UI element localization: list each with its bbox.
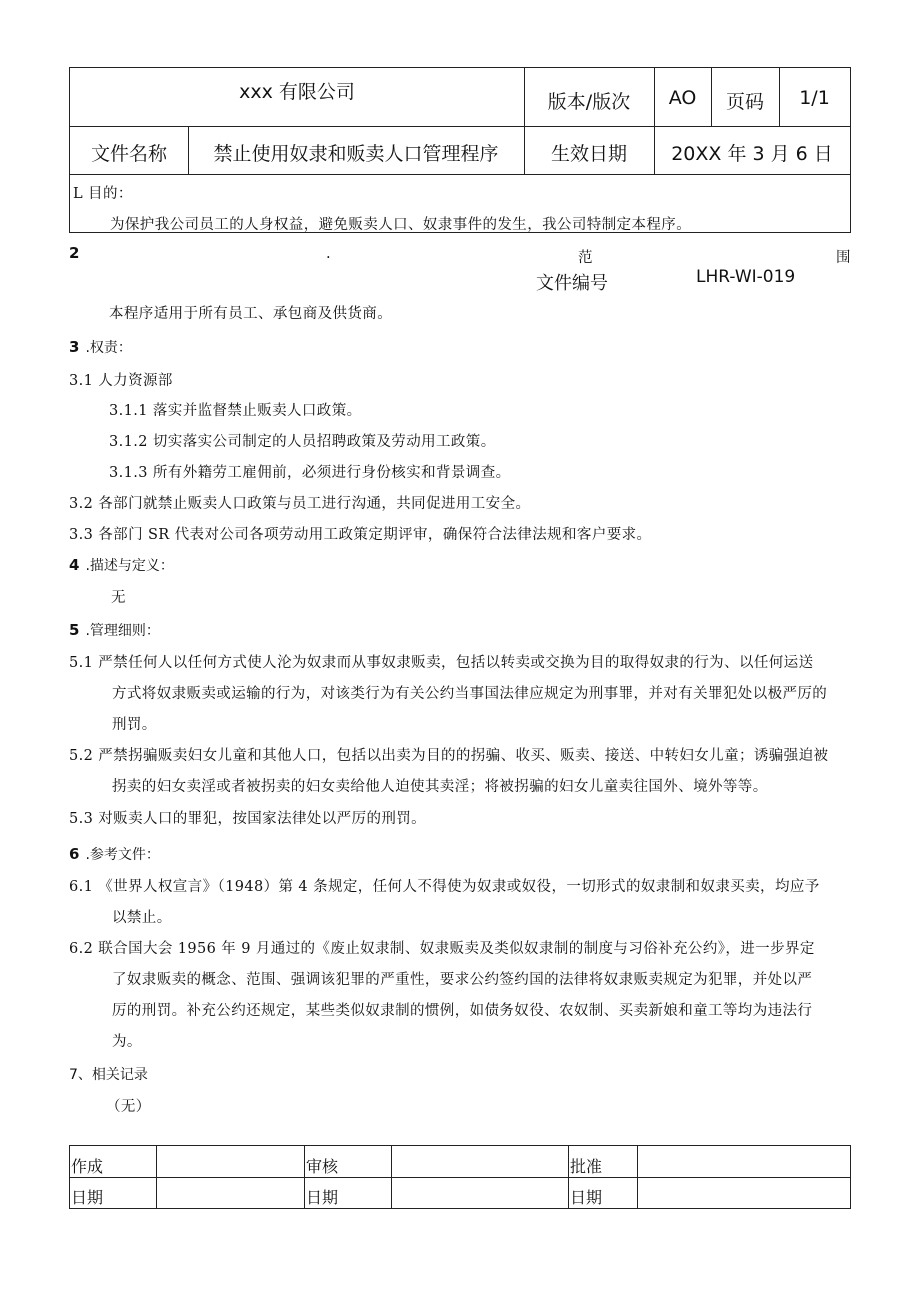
section-6-heading — [69, 844, 160, 864]
doc-no-label: 文件编号 — [536, 273, 608, 294]
section-6-number: 6 — [69, 845, 80, 863]
section-2-dot: . — [326, 246, 332, 262]
section-5-1-line-1: 5.1 严禁任何人以任何方式使人沦为奴隶而从事奴隶贩卖，包括以转卖或交换为目的取得奴隶的行为、以任何运送 — [69, 655, 814, 671]
date-label-3: 日期 — [570, 1188, 603, 1207]
date-label-2: 日期 — [306, 1188, 339, 1207]
section-6-2-line-1: 6.2 联合国大会 1956 年 9 月通过的《废止奴隶制、奴隶贩卖及类似奴隶制的制度与习俗补充公约》，进一步界定 — [69, 941, 815, 957]
section-3-1: 3.1 人力资源部 — [69, 373, 173, 389]
doc-no-value: LHR-WI-019 — [696, 267, 796, 287]
page-value: 1/1 — [799, 87, 830, 109]
section-6-2-line-3: 厉的刑罚。补充公约还规定，某些类似奴隶制的惯例，如债务奴役、农奴制、买卖新娘和童工等均为违法行 — [112, 1003, 813, 1019]
section-5-title: .管理细则： — [85, 623, 160, 639]
section-3-1-2: 3.1.2 切实落实公司制定的人员招聘政策及劳动用工政策。 — [109, 434, 496, 450]
section-5-1-line-2: 方式将奴隶贩卖或运输的行为，对该类行为有关公约当事国法律应规定为刑事罪，并对有关罪犯处以极严厉的 — [112, 686, 828, 702]
section-1-body: 为保护我公司员工的人身权益，避免贩卖人口、奴隶事件的发生，我公司特制定本程序。 — [110, 217, 692, 233]
section-3-1-1: 3.1.1 落实并监督禁止贩卖人口政策。 — [109, 403, 362, 419]
section-6-1-line-2: 以禁止。 — [112, 910, 172, 926]
section-4-heading — [69, 555, 174, 575]
version-label: 版本/版次 — [547, 91, 631, 113]
section-3-number: 3 — [69, 338, 80, 356]
company-name: xxx 有限公司 — [239, 81, 355, 103]
effective-label: 生效日期 — [550, 143, 627, 165]
section-4-title: .描述与定义： — [85, 558, 174, 574]
version-value: AO — [668, 87, 697, 109]
section-5-number: 5 — [69, 621, 80, 639]
section-3-3: 3.3 各部门 SR 代表对公司各项劳动用工政策定期评审，确保符合法律法规和客户要求。 — [69, 527, 652, 543]
section-6-title: .参考文件： — [85, 847, 160, 863]
section-1-title: L 目的： — [73, 186, 133, 202]
section-4-body: 无 — [111, 590, 126, 606]
date-label-1: 日期 — [71, 1188, 104, 1207]
section-3-heading — [69, 337, 132, 357]
section-5-3: 5.3 对贩卖人口的罪犯，按国家法律处以严厉的刑罚。 — [69, 811, 427, 827]
section-3-2: 3.2 各部门就禁止贩卖人口政策与员工进行沟通，共同促进用工安全。 — [69, 496, 531, 512]
section-2-title-a: 范 — [578, 250, 593, 266]
section-6-2-line-2: 了奴隶贩卖的概念、范围、强调该犯罪的严重性，要求公约签约国的法律将奴隶贩卖规定为犯罪，并处以严 — [112, 972, 813, 988]
section-5-1-line-3: 刑罚。 — [112, 717, 157, 733]
page-label: 页码 — [725, 91, 764, 113]
section-2-title-b: 围 — [836, 250, 851, 266]
effective-value: 20XX 年 3 月 6 日 — [671, 143, 833, 165]
doc-name-label: 文件名称 — [90, 143, 167, 165]
signature-table — [69, 1145, 851, 1209]
made-by-label: 作成 — [71, 1157, 104, 1176]
section-5-2-line-2: 拐卖的妇女卖淫或者被拐卖的妇女卖给他人迫使其卖淫；将被拐骗的妇女儿童卖往国外、境外等等。 — [112, 779, 768, 795]
section-2-number: 2 — [69, 244, 80, 262]
review-label: 审核 — [306, 1157, 339, 1176]
section-7-title: 7、相关记录 — [69, 1067, 148, 1083]
section-6-2-line-4: 为。 — [112, 1034, 142, 1050]
approve-label: 批准 — [570, 1157, 603, 1176]
header-table — [69, 67, 851, 233]
section-3-1-3: 3.1.3 所有外籍劳工雇佣前，必须进行身份核实和背景调查。 — [109, 465, 511, 481]
section-2-body: 本程序适用于所有员工、承包商及供货商。 — [109, 306, 393, 322]
section-6-1-line-1: 6.1 《世界人权宣言》（1948）第 4 条规定，任何人不得使为奴隶或奴役，一切形式的奴隶制和奴隶买卖，均应予 — [69, 879, 820, 895]
section-7-body: （无） — [106, 1099, 151, 1115]
section-4-number: 4 — [69, 556, 80, 574]
section-5-heading — [69, 620, 160, 640]
section-3-title: .权责： — [85, 340, 132, 356]
section-5-2-line-1: 5.2 严禁拐骗贩卖妇女儿童和其他人口，包括以出卖为目的的拐骗、收买、贩卖、接送、中转妇女儿童；诱骗强迫被 — [69, 748, 829, 764]
doc-name-value: 禁止使用奴隶和贩卖人口管理程序 — [213, 143, 499, 165]
